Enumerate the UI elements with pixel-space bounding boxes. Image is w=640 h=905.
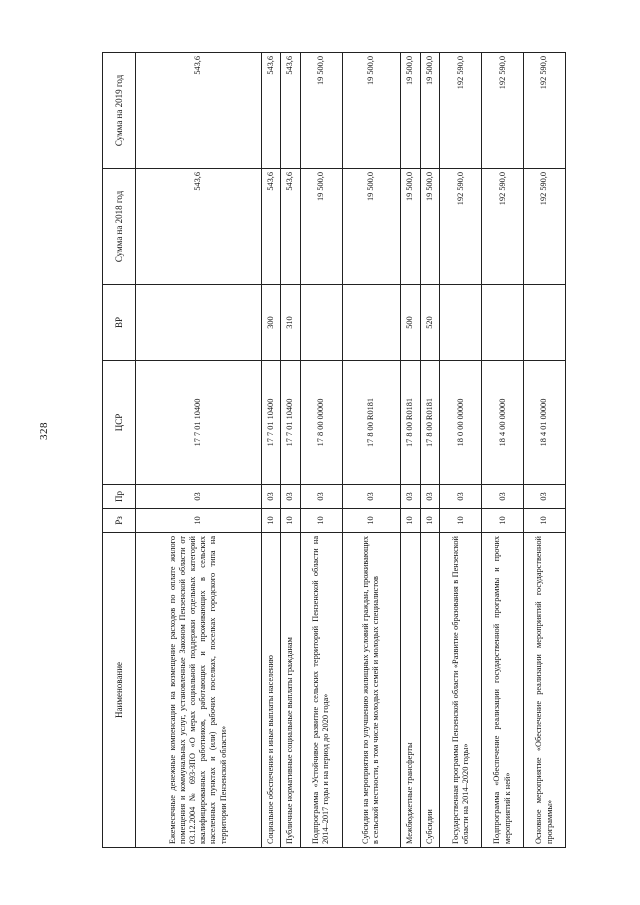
row-csr: 18 0 00 00000 xyxy=(440,361,482,485)
row-csr: 17 8 00 R0181 xyxy=(342,361,401,485)
row-csr: 17 8 00 R0181 xyxy=(401,361,421,485)
table-row xyxy=(482,53,524,848)
row-sum-2019: 192 590,0 xyxy=(524,53,566,169)
table-row xyxy=(440,53,482,848)
row-pr: 03 xyxy=(401,485,421,509)
row-name: Публичные нормативные социальные выплаты гражданам xyxy=(281,533,301,848)
row-sum-2019: 543,6 xyxy=(136,53,262,169)
row-vr xyxy=(300,285,342,361)
row-name: Подпрограмма «Устойчивое развитие сельских территорий Пензенской области на 2014–2017 годы и на период до 2020 года» xyxy=(300,533,342,848)
row-pr: 03 xyxy=(420,485,440,509)
row-rz: 10 xyxy=(440,509,482,533)
row-rz: 10 xyxy=(482,509,524,533)
row-name: Основное мероприятие «Обеспечение реализации мероприятий государственной программы» xyxy=(524,533,566,848)
row-vr xyxy=(136,285,262,361)
table-container xyxy=(102,53,566,848)
row-pr: 03 xyxy=(136,485,262,509)
header-row xyxy=(103,53,136,848)
row-rz: 10 xyxy=(524,509,566,533)
row-csr: 18 4 01 00000 xyxy=(524,361,566,485)
row-pr: 03 xyxy=(440,485,482,509)
row-csr: 17 8 00 00000 xyxy=(300,361,342,485)
row-sum-2018: 192 590,0 xyxy=(482,169,524,285)
header-rz: Рз xyxy=(103,509,136,533)
row-rz: 10 xyxy=(300,509,342,533)
table-row xyxy=(136,53,262,848)
budget-table xyxy=(102,52,566,848)
header-sum-2018: Сумма на 2018 год xyxy=(103,169,136,285)
row-vr: 520 xyxy=(420,285,440,361)
header-pr: Пр xyxy=(103,485,136,509)
row-name: Ежемесячные денежные компенсации на возмещение расходов по оплате жилого помещения и коммунальных услуг, установленные Законом Пензенской области от 03.12.2004 № 693-ЗПО «О мерах социальной поддержки отдельных категорий квалифицированных работников, работающих и проживающих в сельских населенных пунктах и (или) рабочих поселках, поселках городского типа на территории Пензенской области» xyxy=(136,533,262,848)
header-csr: ЦСР xyxy=(103,361,136,485)
row-pr: 03 xyxy=(342,485,401,509)
header-sum-2019: Сумма на 2019 год xyxy=(103,53,136,169)
row-sum-2019: 19 500,0 xyxy=(300,53,342,169)
row-pr: 03 xyxy=(281,485,301,509)
table-row xyxy=(342,53,401,848)
row-sum-2019: 192 590,0 xyxy=(440,53,482,169)
row-csr: 17 7 01 10400 xyxy=(281,361,301,485)
row-pr: 03 xyxy=(261,485,281,509)
row-vr: 500 xyxy=(401,285,421,361)
row-sum-2018: 19 500,0 xyxy=(401,169,421,285)
header-vr: ВР xyxy=(103,285,136,361)
row-sum-2019: 19 500,0 xyxy=(420,53,440,169)
row-rz: 10 xyxy=(342,509,401,533)
row-rz: 10 xyxy=(420,509,440,533)
row-rz: 10 xyxy=(136,509,262,533)
row-name: Межбюджетные трансферты xyxy=(401,533,421,848)
row-csr: 17 7 01 10400 xyxy=(136,361,262,485)
rotated-table-wrapper xyxy=(102,53,566,848)
row-sum-2019: 19 500,0 xyxy=(401,53,421,169)
row-sum-2019: 192 590,0 xyxy=(482,53,524,169)
row-sum-2018: 543,6 xyxy=(281,169,301,285)
row-vr xyxy=(342,285,401,361)
row-name: Социальное обеспечение и иные выплаты населению xyxy=(261,533,281,848)
row-rz: 10 xyxy=(261,509,281,533)
row-csr: 18 4 00 00000 xyxy=(482,361,524,485)
row-csr: 17 8 00 R0181 xyxy=(420,361,440,485)
row-sum-2018: 543,6 xyxy=(261,169,281,285)
row-name: Подпрограмма «Обеспечение реализации государственной программы и прочих мероприятий к ней» xyxy=(482,533,524,848)
table-row xyxy=(281,53,301,848)
table-row xyxy=(261,53,281,848)
row-vr: 300 xyxy=(261,285,281,361)
header-name: Наименование xyxy=(103,533,136,848)
row-pr: 03 xyxy=(300,485,342,509)
row-pr: 03 xyxy=(482,485,524,509)
row-vr xyxy=(440,285,482,361)
row-vr xyxy=(524,285,566,361)
table-row xyxy=(401,53,421,848)
row-sum-2018: 19 500,0 xyxy=(342,169,401,285)
row-vr: 310 xyxy=(281,285,301,361)
row-sum-2019: 543,6 xyxy=(281,53,301,169)
row-pr: 03 xyxy=(524,485,566,509)
row-name: Субсидии на мероприятия по улучшению жилищных условий граждан, проживающих в сельской местности, в том числе молодых семей и молодых специалистов xyxy=(342,533,401,848)
row-sum-2018: 192 590,0 xyxy=(524,169,566,285)
row-sum-2018: 19 500,0 xyxy=(300,169,342,285)
row-sum-2018: 543,6 xyxy=(136,169,262,285)
row-name: Государственная программа Пензенской области «Развитие образования в Пензенской области на 2014–2020 годы» xyxy=(440,533,482,848)
table-row xyxy=(420,53,440,848)
row-sum-2018: 19 500,0 xyxy=(420,169,440,285)
row-rz: 10 xyxy=(401,509,421,533)
row-csr: 17 7 01 10400 xyxy=(261,361,281,485)
row-sum-2019: 543,6 xyxy=(261,53,281,169)
row-sum-2019: 19 500,0 xyxy=(342,53,401,169)
row-rz: 10 xyxy=(281,509,301,533)
row-name: Субсидии xyxy=(420,533,440,848)
row-sum-2018: 192 590,0 xyxy=(440,169,482,285)
row-vr xyxy=(482,285,524,361)
table-row xyxy=(524,53,566,848)
page-number: 328 xyxy=(38,422,50,440)
table-row xyxy=(300,53,342,848)
